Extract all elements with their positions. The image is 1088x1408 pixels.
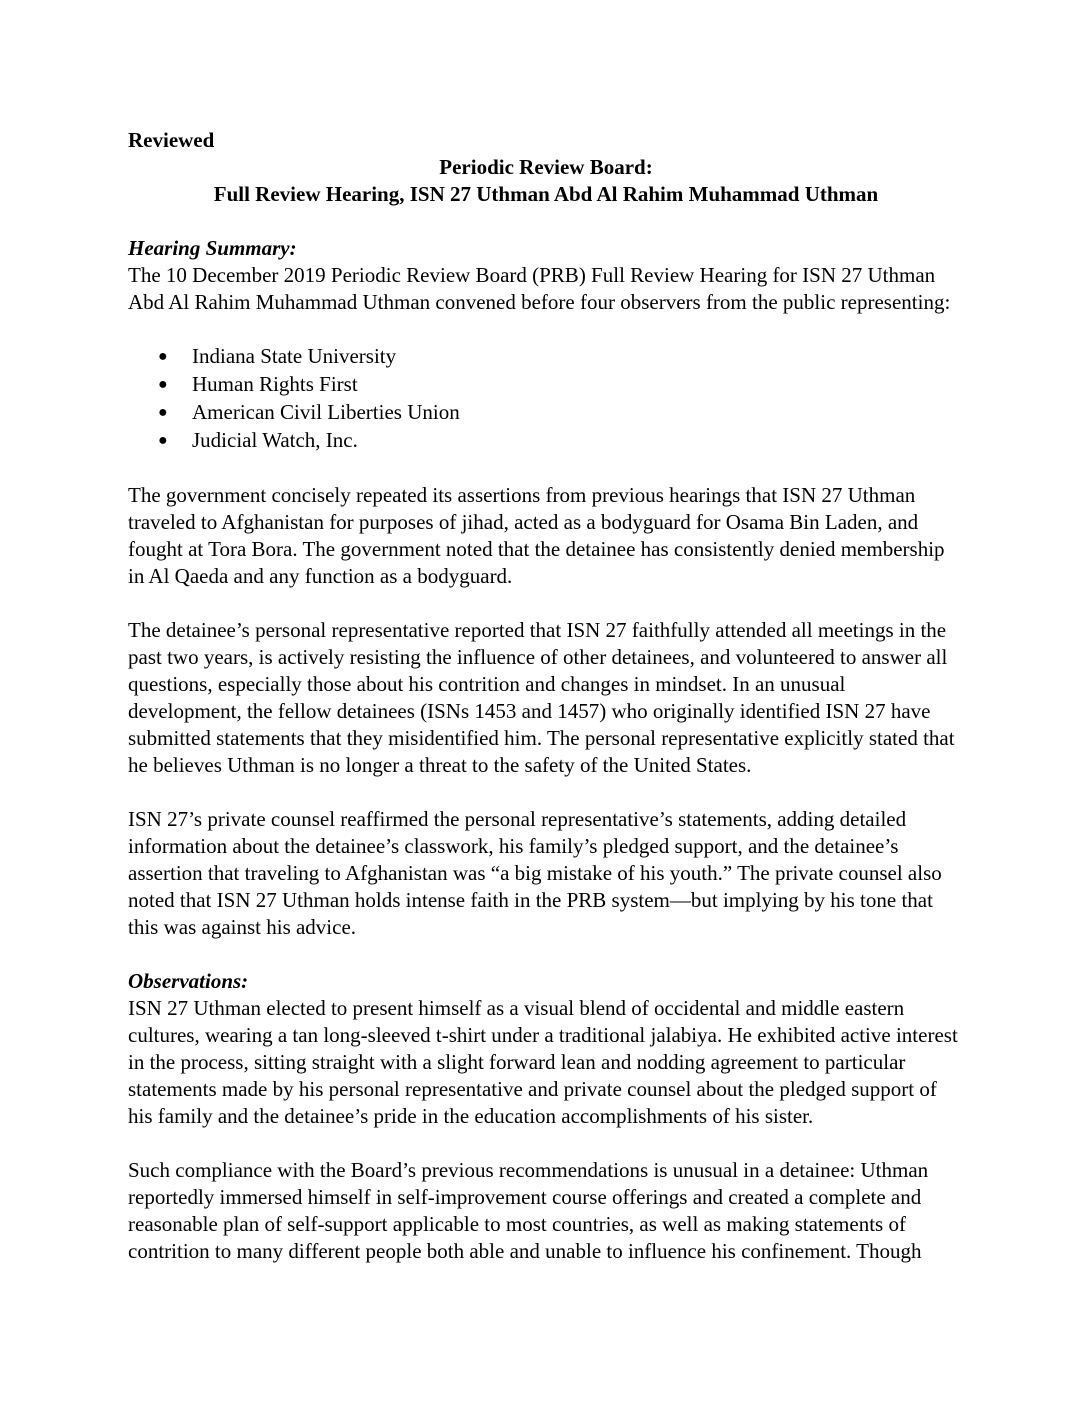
observer-list — [128, 343, 964, 455]
reviewed-stamp: Reviewed — [128, 128, 215, 152]
observations-paragraph-2: Such compliance with the Board’s previous recommendations is unusual in a detainee: Uthman reportedly immersed himself in self-improvement course offerings and created a complete and reasonable plan of self-support applicable to most countries, as well as making statements of contrition to many different people both able and unable to influence his confinement. Though — [128, 1158, 929, 1263]
list-item — [128, 399, 964, 427]
observer-name: American Civil Liberties Union — [192, 400, 460, 424]
bullet-icon: ● — [158, 348, 168, 365]
list-item — [128, 343, 964, 371]
title-line-2: Full Review Hearing, ISN 27 Uthman Abd Al Rahim Muhammad Uthman — [213, 182, 879, 206]
document-title — [128, 154, 964, 208]
bullet-icon: ● — [158, 376, 168, 393]
hearing-summary-intro: The 10 December 2019 Periodic Review Board (PRB) Full Review Hearing for ISN 27 Uthman Abd Al Rahim Muhammad Uthman convened before four observers from the public representing: — [128, 263, 951, 314]
observer-name: Human Rights First — [192, 372, 358, 396]
list-item — [128, 427, 964, 455]
hearing-summary-heading: Hearing Summary: — [128, 236, 297, 260]
representative-paragraph: The detainee’s personal representative reported that ISN 27 faithfully attended all meetings in the past two years, is actively resisting the influence of other detainees, and volunteered to answer all questions, especially those about his contrition and changes in mindset. In an unusual development, the fellow detainees (ISNs 1453 and 1457) who originally identified ISN 27 have submitted statements that they misidentified him. The personal representative explicitly stated that he believes Uthman is no longer a threat to the safety of the United States. — [128, 618, 955, 777]
observer-name: Judicial Watch, Inc. — [192, 428, 358, 452]
list-item — [128, 371, 964, 399]
bullet-icon: ● — [158, 404, 168, 421]
observations-paragraph-1: ISN 27 Uthman elected to present himself as a visual blend of occidental and middle eastern cultures, wearing a tan long-sleeved t-shirt under a traditional jalabiya. He exhibited active interest in the process, sitting straight with a slight forward lean and nodding agreement to particular statements made by his personal representative and private counsel about the pledged support of his family and the detainee’s pride in the education accomplishments of his sister. — [128, 996, 958, 1128]
title-line-1: Periodic Review Board: — [439, 155, 653, 179]
counsel-paragraph: ISN 27’s private counsel reaffirmed the personal representative’s statements, adding detailed information about the detainee’s classwork, his family’s pledged support, and the detainee’s assertion that traveling to Afghanistan was “a big mistake of his youth.” The private counsel also noted that ISN 27 Uthman holds intense faith in the PRB system—but implying by his tone that this was against his advice. — [128, 807, 942, 939]
document-body — [128, 127, 964, 1265]
bullet-icon: ● — [158, 432, 168, 449]
government-paragraph: The government concisely repeated its assertions from previous hearings that ISN 27 Uthman traveled to Afghanistan for purposes of jihad, acted as a bodyguard for Osama Bin Laden, and fought at Tora Bora. The government noted that the detainee has consistently denied membership in Al Qaeda and any function as a bodyguard. — [128, 483, 945, 588]
observer-name: Indiana State University — [192, 344, 397, 368]
observations-heading: Observations: — [128, 969, 249, 993]
